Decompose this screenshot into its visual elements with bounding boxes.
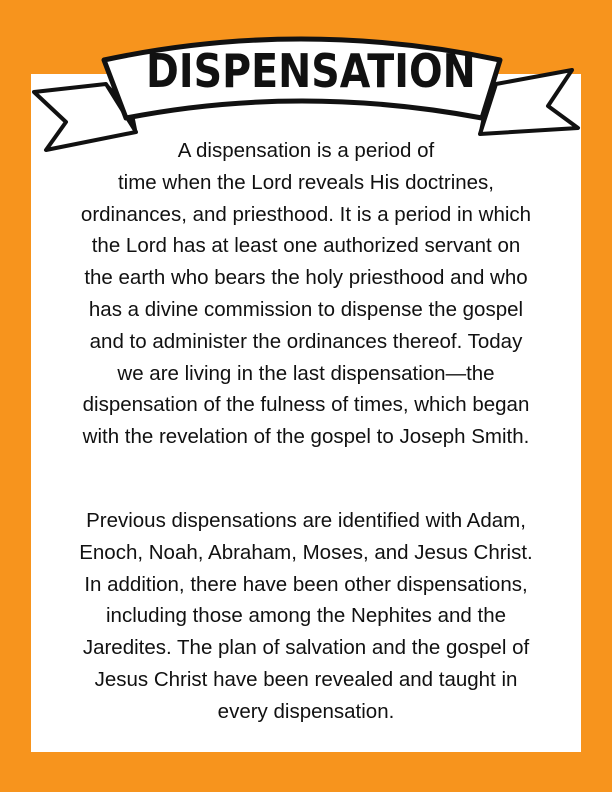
paragraph-line: every dispensation. xyxy=(217,699,395,723)
paragraph-line: the Lord has at least one authorized servant on xyxy=(91,234,521,258)
paragraph-line: the earth who bears the holy priesthood and who xyxy=(84,266,528,290)
paragraph-line: has a divine commission to dispense the gospel xyxy=(88,297,524,321)
paragraph-line: dispensation of the fulness of times, which began xyxy=(82,393,530,417)
paragraph-line: time when the Lord reveals His doctrines, xyxy=(117,170,494,194)
paragraph-line: Jaredites. The plan of salvation and the gospel of xyxy=(82,636,530,660)
paragraph-line: ordinances, and priesthood. It is a period in which xyxy=(80,202,532,226)
paragraph-line: Enoch, Noah, Abraham, Moses, and Jesus Christ. xyxy=(79,540,533,564)
paragraph-line: we are living in the last dispensation—the xyxy=(117,361,495,385)
paragraph-line: Jesus Christ have been revealed and taught in xyxy=(94,667,518,691)
paragraph-line: including those among the Nephites and the xyxy=(105,604,507,628)
paragraph-definition xyxy=(52,135,560,453)
paragraph-line: In addition, there have been other dispensations, xyxy=(84,572,528,596)
paragraph-line: A dispensation is a period of xyxy=(177,139,435,162)
paragraph-line: Previous dispensations are identified with Adam, xyxy=(86,509,526,532)
banner-title: DISPENSATION xyxy=(146,44,476,98)
paragraph-line: and to administer the ordinances thereof. Today xyxy=(89,329,523,353)
paragraph-line: with the revelation of the gospel to Joseph Smith. xyxy=(82,425,530,449)
paragraph-previous-dispensations xyxy=(52,505,560,728)
